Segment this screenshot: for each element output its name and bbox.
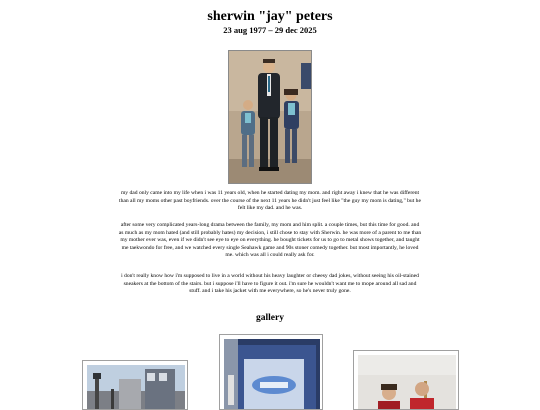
gallery-photo-shop[interactable] <box>219 334 323 410</box>
page-title: sherwin "jay" peters <box>207 9 333 24</box>
memorial-paragraph-2: after some very complicated years-long drama between the family, my mom and him split. a couple times, but this time for good. and as much as my mom hated (and still probably hates) my decision, i still chose to stay with Sherwin. he was more of a parent to me than my mother ever was, even if we didn't see eye to eye on everything. he bought tickets for us to go to metal shows together, and taught me taekwondo for free, and we watched every single Seahawk game and 90s stoner comedy together. but most importantly, he loved me. which was all i could really ask for. <box>118 222 422 259</box>
memorial-paragraph-3: i don't really know how i'm supposed to live in a world without his heavy laughter or cheesy dad jokes, without seeing his oil-stained sneakers at the bottom of the stairs. but i suppose i'll have to figure it out. i'm sure he wouldn't want me to mope around all sad and stuff. and i take his jacket with me everywhere, so he's never truly gone. <box>121 273 419 295</box>
gallery-photo-family[interactable] <box>353 350 459 410</box>
life-dates: 23 aug 1977 – 29 dec 2025 <box>223 25 317 35</box>
portrait-photo <box>228 50 312 184</box>
gallery-photo-street[interactable] <box>82 360 188 410</box>
memorial-paragraph-1: my dad only came into my life when i was 11 years old, when he started dating my mom. and right away i knew that he was different than all my moms other past boyfriends. over the course of the next 11 years he didn't just feel like "the guy my mom is dating," but he felt like my dad. and he was. <box>119 190 421 212</box>
gallery-heading: gallery <box>256 313 284 323</box>
